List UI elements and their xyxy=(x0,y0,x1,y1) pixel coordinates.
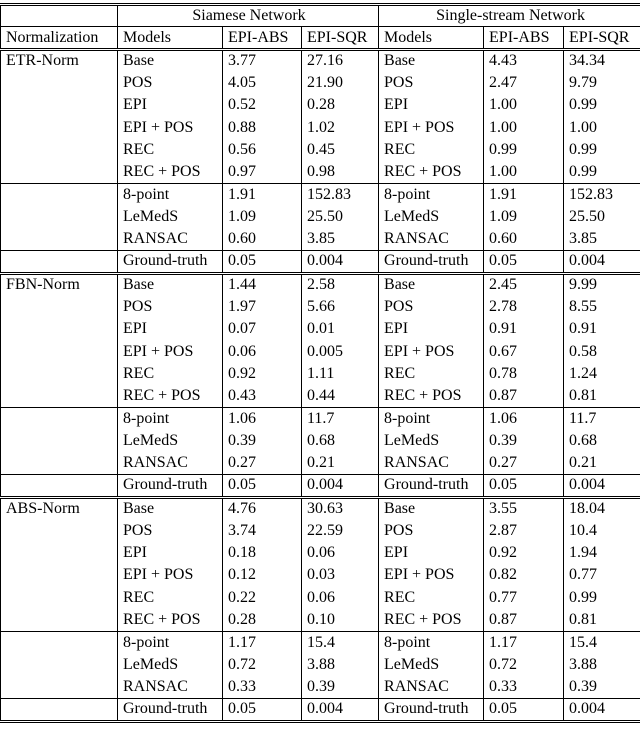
normalization-empty-cell xyxy=(1,161,118,183)
value-cell: 18.04 xyxy=(564,497,640,519)
table-row xyxy=(1,676,640,698)
value-cell: 0.56 xyxy=(223,139,302,161)
model-cell: POS xyxy=(118,72,223,94)
value-cell: 0.45 xyxy=(302,139,379,161)
value-cell: 11.7 xyxy=(302,408,379,430)
value-cell: 27.16 xyxy=(302,49,379,71)
model-cell: POS xyxy=(379,72,484,94)
value-cell: 0.004 xyxy=(564,475,640,497)
value-cell: 10.4 xyxy=(564,519,640,541)
value-cell: 0.77 xyxy=(564,564,640,586)
normalization-cell: FBN-Norm xyxy=(1,273,118,295)
value-cell: 0.03 xyxy=(302,564,379,586)
value-cell: 0.78 xyxy=(484,363,564,385)
model-cell: EPI xyxy=(379,542,484,564)
value-cell: 0.28 xyxy=(223,609,302,631)
model-cell: 8-point xyxy=(379,408,484,430)
value-cell: 2.47 xyxy=(484,72,564,94)
normalization-empty-cell xyxy=(1,587,118,609)
table-row xyxy=(1,72,640,94)
model-cell: 8-point xyxy=(118,408,223,430)
value-cell: 11.7 xyxy=(564,408,640,430)
value-cell: 1.44 xyxy=(223,273,302,295)
model-cell: RANSAC xyxy=(118,228,223,250)
value-cell: 0.82 xyxy=(484,564,564,586)
epi-abs-column-header: EPI-ABS xyxy=(223,27,302,49)
value-cell: 3.88 xyxy=(564,654,640,676)
model-cell: POS xyxy=(118,519,223,541)
value-cell: 0.39 xyxy=(484,430,564,452)
value-cell: 0.004 xyxy=(302,699,379,721)
model-cell: Ground-truth xyxy=(118,475,223,497)
table-body xyxy=(1,49,640,721)
table-row xyxy=(1,228,640,250)
value-cell: 0.81 xyxy=(564,385,640,407)
value-cell: 0.05 xyxy=(223,251,302,273)
model-cell: Ground-truth xyxy=(379,251,484,273)
normalization-empty-cell xyxy=(1,564,118,586)
model-cell: LeMedS xyxy=(379,654,484,676)
value-cell: 1.11 xyxy=(302,363,379,385)
value-cell: 0.06 xyxy=(223,340,302,362)
value-cell: 0.77 xyxy=(484,587,564,609)
value-cell: 0.60 xyxy=(484,228,564,250)
model-cell: Base xyxy=(118,497,223,519)
value-cell: 5.66 xyxy=(302,296,379,318)
model-cell: Base xyxy=(379,49,484,71)
table-row xyxy=(1,587,640,609)
model-cell: EPI + POS xyxy=(118,340,223,362)
value-cell: 3.85 xyxy=(302,228,379,250)
value-cell: 0.27 xyxy=(484,452,564,474)
value-cell: 2.58 xyxy=(302,273,379,295)
model-cell: EPI xyxy=(118,542,223,564)
value-cell: 0.10 xyxy=(302,609,379,631)
value-cell: 9.99 xyxy=(564,273,640,295)
value-cell: 0.07 xyxy=(223,318,302,340)
normalization-empty-cell xyxy=(1,184,118,206)
value-cell: 1.17 xyxy=(484,631,564,653)
normalization-empty-cell xyxy=(1,408,118,430)
normalization-empty-cell xyxy=(1,363,118,385)
normalization-empty-cell xyxy=(1,452,118,474)
value-cell: 22.59 xyxy=(302,519,379,541)
normalization-empty-cell xyxy=(1,699,118,721)
normalization-empty-cell xyxy=(1,475,118,497)
value-cell: 30.63 xyxy=(302,497,379,519)
value-cell: 0.87 xyxy=(484,385,564,407)
value-cell: 25.50 xyxy=(302,206,379,228)
normalization-cell: ETR-Norm xyxy=(1,49,118,71)
value-cell: 0.21 xyxy=(302,452,379,474)
model-cell: EPI + POS xyxy=(379,564,484,586)
models-column-header: Models xyxy=(379,27,484,49)
value-cell: 0.05 xyxy=(484,475,564,497)
model-cell: EPI xyxy=(379,318,484,340)
value-cell: 1.17 xyxy=(223,631,302,653)
model-cell: RANSAC xyxy=(118,676,223,698)
value-cell: 152.83 xyxy=(302,184,379,206)
value-cell: 0.06 xyxy=(302,542,379,564)
value-cell: 3.55 xyxy=(484,497,564,519)
value-cell: 0.004 xyxy=(564,699,640,721)
value-cell: 0.88 xyxy=(223,116,302,138)
epi-abs-column-header: EPI-ABS xyxy=(484,27,564,49)
siamese-network-header: Siamese Network xyxy=(118,5,379,27)
table-row xyxy=(1,94,640,116)
value-cell: 0.01 xyxy=(302,318,379,340)
model-cell: REC + POS xyxy=(118,385,223,407)
value-cell: 3.77 xyxy=(223,49,302,71)
value-cell: 0.68 xyxy=(564,430,640,452)
value-cell: 0.05 xyxy=(223,475,302,497)
table-row xyxy=(1,654,640,676)
value-cell: 1.06 xyxy=(223,408,302,430)
model-cell: LeMedS xyxy=(379,206,484,228)
value-cell: 0.005 xyxy=(302,340,379,362)
value-cell: 0.05 xyxy=(484,699,564,721)
normalization-empty-cell xyxy=(1,116,118,138)
table-row xyxy=(1,699,640,721)
value-cell: 0.27 xyxy=(223,452,302,474)
model-cell: 8-point xyxy=(379,631,484,653)
model-cell: REC + POS xyxy=(379,161,484,183)
value-cell: 15.4 xyxy=(564,631,640,653)
value-cell: 0.28 xyxy=(302,94,379,116)
table-row xyxy=(1,452,640,474)
value-cell: 0.99 xyxy=(564,94,640,116)
normalization-empty-cell xyxy=(1,631,118,653)
table-row xyxy=(1,497,640,519)
table-row xyxy=(1,363,640,385)
table-row xyxy=(1,631,640,653)
table-row xyxy=(1,273,640,295)
value-cell: 0.91 xyxy=(564,318,640,340)
model-cell: LeMedS xyxy=(118,654,223,676)
model-cell: EPI + POS xyxy=(379,116,484,138)
value-cell: 0.81 xyxy=(564,609,640,631)
value-cell: 0.18 xyxy=(223,542,302,564)
normalization-empty-cell xyxy=(1,385,118,407)
column-header-row xyxy=(1,27,640,49)
value-cell: 21.90 xyxy=(302,72,379,94)
table-row xyxy=(1,318,640,340)
normalization-empty-cell xyxy=(1,676,118,698)
model-cell: REC + POS xyxy=(379,609,484,631)
table-row xyxy=(1,116,640,138)
normalization-empty-cell xyxy=(1,609,118,631)
value-cell: 0.99 xyxy=(564,161,640,183)
value-cell: 0.44 xyxy=(302,385,379,407)
value-cell: 15.4 xyxy=(302,631,379,653)
table-row xyxy=(1,564,640,586)
model-cell: EPI + POS xyxy=(118,116,223,138)
table-row xyxy=(1,340,640,362)
value-cell: 0.21 xyxy=(564,452,640,474)
normalization-empty-cell xyxy=(1,72,118,94)
value-cell: 0.33 xyxy=(223,676,302,698)
value-cell: 0.12 xyxy=(223,564,302,586)
value-cell: 2.45 xyxy=(484,273,564,295)
model-cell: EPI xyxy=(118,318,223,340)
model-cell: EPI + POS xyxy=(118,564,223,586)
model-cell: Base xyxy=(118,273,223,295)
value-cell: 1.91 xyxy=(484,184,564,206)
model-cell: Ground-truth xyxy=(379,475,484,497)
value-cell: 0.004 xyxy=(302,475,379,497)
corner-empty-cell xyxy=(1,5,118,27)
model-cell: REC xyxy=(379,587,484,609)
normalization-column-header: Normalization xyxy=(1,27,118,49)
normalization-cell: ABS-Norm xyxy=(1,497,118,519)
value-cell: 3.88 xyxy=(302,654,379,676)
value-cell: 0.33 xyxy=(484,676,564,698)
model-cell: EPI + POS xyxy=(379,340,484,362)
epi-sqr-column-header: EPI-SQR xyxy=(302,27,379,49)
model-cell: RANSAC xyxy=(118,452,223,474)
normalization-empty-cell xyxy=(1,542,118,564)
value-cell: 1.24 xyxy=(564,363,640,385)
value-cell: 4.05 xyxy=(223,72,302,94)
model-cell: POS xyxy=(379,519,484,541)
value-cell: 0.72 xyxy=(484,654,564,676)
table-row xyxy=(1,609,640,631)
value-cell: 1.06 xyxy=(484,408,564,430)
value-cell: 0.39 xyxy=(223,430,302,452)
model-cell: RANSAC xyxy=(379,228,484,250)
model-cell: LeMedS xyxy=(379,430,484,452)
value-cell: 0.98 xyxy=(302,161,379,183)
model-cell: REC xyxy=(118,139,223,161)
model-cell: Base xyxy=(379,497,484,519)
value-cell: 25.50 xyxy=(564,206,640,228)
value-cell: 0.92 xyxy=(484,542,564,564)
value-cell: 0.06 xyxy=(302,587,379,609)
value-cell: 0.39 xyxy=(564,676,640,698)
model-cell: POS xyxy=(118,296,223,318)
model-cell: REC xyxy=(379,139,484,161)
value-cell: 0.92 xyxy=(223,363,302,385)
value-cell: 2.78 xyxy=(484,296,564,318)
model-cell: RANSAC xyxy=(379,676,484,698)
model-cell: EPI xyxy=(118,94,223,116)
model-cell: REC xyxy=(118,363,223,385)
value-cell: 0.58 xyxy=(564,340,640,362)
value-cell: 1.00 xyxy=(564,116,640,138)
value-cell: 1.02 xyxy=(302,116,379,138)
model-cell: REC + POS xyxy=(379,385,484,407)
normalization-empty-cell xyxy=(1,296,118,318)
value-cell: 1.00 xyxy=(484,116,564,138)
model-cell: Ground-truth xyxy=(118,251,223,273)
results-table xyxy=(0,3,640,723)
single-stream-network-header: Single-stream Network xyxy=(379,5,640,27)
normalization-empty-cell xyxy=(1,318,118,340)
epi-sqr-column-header: EPI-SQR xyxy=(564,27,640,49)
value-cell: 1.94 xyxy=(564,542,640,564)
value-cell: 0.99 xyxy=(564,139,640,161)
value-cell: 0.60 xyxy=(223,228,302,250)
value-cell: 152.83 xyxy=(564,184,640,206)
table-row xyxy=(1,49,640,71)
value-cell: 1.97 xyxy=(223,296,302,318)
model-cell: LeMedS xyxy=(118,206,223,228)
table-row xyxy=(1,385,640,407)
value-cell: 0.52 xyxy=(223,94,302,116)
table-row xyxy=(1,206,640,228)
table-row xyxy=(1,475,640,497)
network-header-row xyxy=(1,5,640,27)
table-row xyxy=(1,542,640,564)
model-cell: RANSAC xyxy=(379,452,484,474)
value-cell: 0.99 xyxy=(564,587,640,609)
value-cell: 1.91 xyxy=(223,184,302,206)
normalization-empty-cell xyxy=(1,519,118,541)
normalization-empty-cell xyxy=(1,228,118,250)
model-cell: Ground-truth xyxy=(379,699,484,721)
model-cell: 8-point xyxy=(118,184,223,206)
value-cell: 0.004 xyxy=(564,251,640,273)
model-cell: Ground-truth xyxy=(118,699,223,721)
value-cell: 0.99 xyxy=(484,139,564,161)
model-cell: Base xyxy=(379,273,484,295)
model-cell: REC xyxy=(118,587,223,609)
normalization-empty-cell xyxy=(1,251,118,273)
value-cell: 0.97 xyxy=(223,161,302,183)
value-cell: 1.09 xyxy=(484,206,564,228)
value-cell: 9.79 xyxy=(564,72,640,94)
value-cell: 8.55 xyxy=(564,296,640,318)
value-cell: 34.34 xyxy=(564,49,640,71)
normalization-empty-cell xyxy=(1,94,118,116)
normalization-empty-cell xyxy=(1,206,118,228)
table-row xyxy=(1,408,640,430)
value-cell: 0.22 xyxy=(223,587,302,609)
table-row xyxy=(1,251,640,273)
value-cell: 0.39 xyxy=(302,676,379,698)
normalization-empty-cell xyxy=(1,139,118,161)
value-cell: 2.87 xyxy=(484,519,564,541)
value-cell: 1.00 xyxy=(484,94,564,116)
value-cell: 0.05 xyxy=(223,699,302,721)
model-cell: EPI xyxy=(379,94,484,116)
value-cell: 0.91 xyxy=(484,318,564,340)
value-cell: 3.74 xyxy=(223,519,302,541)
value-cell: 0.43 xyxy=(223,385,302,407)
table-row xyxy=(1,184,640,206)
model-cell: 8-point xyxy=(379,184,484,206)
table-row xyxy=(1,430,640,452)
value-cell: 0.67 xyxy=(484,340,564,362)
model-cell: REC xyxy=(379,363,484,385)
models-column-header: Models xyxy=(118,27,223,49)
model-cell: 8-point xyxy=(118,631,223,653)
table-row xyxy=(1,519,640,541)
model-cell: REC + POS xyxy=(118,161,223,183)
table-row xyxy=(1,296,640,318)
value-cell: 0.004 xyxy=(302,251,379,273)
value-cell: 0.05 xyxy=(484,251,564,273)
value-cell: 0.87 xyxy=(484,609,564,631)
model-cell: LeMedS xyxy=(118,430,223,452)
model-cell: POS xyxy=(379,296,484,318)
normalization-empty-cell xyxy=(1,430,118,452)
model-cell: REC + POS xyxy=(118,609,223,631)
table-row xyxy=(1,139,640,161)
value-cell: 3.85 xyxy=(564,228,640,250)
value-cell: 4.43 xyxy=(484,49,564,71)
normalization-empty-cell xyxy=(1,654,118,676)
value-cell: 0.68 xyxy=(302,430,379,452)
model-cell: Base xyxy=(118,49,223,71)
value-cell: 4.76 xyxy=(223,497,302,519)
value-cell: 1.00 xyxy=(484,161,564,183)
normalization-empty-cell xyxy=(1,340,118,362)
value-cell: 1.09 xyxy=(223,206,302,228)
value-cell: 0.72 xyxy=(223,654,302,676)
table-row xyxy=(1,161,640,183)
